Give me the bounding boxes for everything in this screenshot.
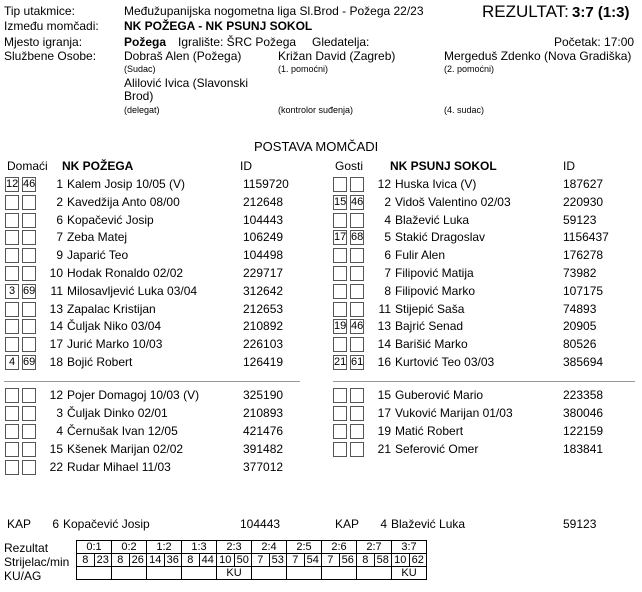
kuag-row-label: KU/AG <box>4 569 42 583</box>
scorer-minute-cell: 53 <box>269 554 287 567</box>
minute-box <box>5 460 19 475</box>
player-id: 73982 <box>563 266 597 280</box>
player-name: Jurić Marko 10/03 <box>67 337 163 352</box>
minute-box <box>22 302 36 317</box>
player-id: 325190 <box>243 388 284 402</box>
player-number: 16 <box>377 355 391 369</box>
mjesto-value: Požega <box>124 35 167 49</box>
scorer-number-cell: 8 <box>112 554 130 567</box>
away-side-label: Gosti <box>335 159 364 173</box>
delegat-role: (delegat) <box>124 105 160 115</box>
away-kap-name: Blažević Luka <box>391 517 466 531</box>
player-name: Bojić Robert <box>67 355 133 369</box>
scorer-minute-cell: 54 <box>304 554 322 567</box>
minute-box <box>333 424 347 439</box>
result-cell: 2:6 <box>322 541 357 554</box>
player-id: 20905 <box>563 319 597 334</box>
player-number: 2 <box>384 194 391 209</box>
sudac4-role: (4. sudac) <box>444 105 485 115</box>
kuag-cell <box>147 567 182 580</box>
player-id: 80526 <box>563 337 597 352</box>
player-id: 212653 <box>243 301 284 316</box>
minute-box <box>5 406 19 421</box>
away-kap-label: KAP <box>335 517 360 531</box>
rezultat-label: REZULTAT: <box>482 2 569 21</box>
minute-box <box>5 213 19 228</box>
minute-box <box>333 248 347 263</box>
player-name: Guberović Mario <box>395 388 484 402</box>
scorer-number-cell: 8 <box>182 554 200 567</box>
player-number: 10 <box>49 266 63 280</box>
minute-box <box>22 248 36 263</box>
player-name: Čuljak Niko 03/04 <box>67 319 162 334</box>
tip-label: Tip utakmice: <box>4 4 75 18</box>
kuag-cell <box>77 567 112 580</box>
home-side-label: Domaći <box>7 159 48 173</box>
player-number: 14 <box>49 319 63 334</box>
kuag-cell <box>287 567 322 580</box>
player-name: Vidoš Valentino 02/03 <box>395 194 511 209</box>
player-id: 385694 <box>563 355 604 369</box>
minute-box <box>333 266 347 281</box>
minute-box <box>350 284 364 299</box>
player-name: Černušak Ivan 12/05 <box>67 424 178 438</box>
player-id: 122159 <box>563 424 604 438</box>
minute-box <box>5 266 19 281</box>
player-number: 12 <box>377 177 391 191</box>
kuag-cell <box>322 567 357 580</box>
result-cell: 1:3 <box>182 541 217 554</box>
scorer-minute-cell: 36 <box>164 554 182 567</box>
player-name: Filipović Marko <box>395 283 476 298</box>
kuag-cell <box>112 567 147 580</box>
minute-box <box>5 424 19 439</box>
player-number: 5 <box>384 230 391 245</box>
player-name: Fulir Alen <box>395 248 446 263</box>
scorer-minute-cell: 44 <box>199 554 217 567</box>
player-id: 1156437 <box>563 230 609 245</box>
pom1-role: (1. pomoćni) <box>278 64 329 74</box>
minute-box: 61 <box>351 356 364 368</box>
result-cell: 0:2 <box>112 541 147 554</box>
minute-box <box>333 442 347 457</box>
player-id: 126419 <box>243 355 284 369</box>
sudac-name: Dobraš Alen (Požega) <box>124 49 242 63</box>
player-name: Hodak Ronaldo 02/02 <box>67 266 184 280</box>
minute-box <box>350 424 364 439</box>
kuag-cell: KU <box>392 567 427 580</box>
player-name: Huska Ivica (V) <box>395 177 477 191</box>
result-cell: 3:7 <box>392 541 427 554</box>
player-id: 391482 <box>243 442 284 456</box>
player-number: 19 <box>377 424 391 438</box>
player-id: 421476 <box>243 424 284 438</box>
player-id: 377012 <box>243 460 284 474</box>
pom2-role: (2. pomoćni) <box>444 64 495 74</box>
player-number: 7 <box>56 230 63 245</box>
player-number: 17 <box>377 406 391 420</box>
player-name: Zeba Matej <box>67 230 128 245</box>
scorer-number-cell: 7 <box>287 554 305 567</box>
minute-box: 68 <box>351 231 364 244</box>
player-id: 210893 <box>243 406 284 420</box>
kuag-cell <box>182 567 217 580</box>
minute-box <box>22 337 36 352</box>
scorer-minute-cell: 56 <box>339 554 357 567</box>
minute-box <box>22 266 36 281</box>
minute-box <box>350 213 364 228</box>
result-cell: 2:7 <box>357 541 392 554</box>
player-name: Pojer Domagoj 10/03 (V) <box>67 388 200 402</box>
scoring-table <box>76 540 427 580</box>
result-cell: 1:2 <box>147 541 182 554</box>
minute-box <box>22 424 36 439</box>
player-number: 22 <box>49 460 63 474</box>
minute-box: 3 <box>5 284 19 299</box>
player-id: 176278 <box>563 248 604 263</box>
scorer-number-cell: 8 <box>77 554 95 567</box>
delegat-line2: Brod) <box>124 89 154 103</box>
player-name: Kalem Josip 10/05 (V) <box>67 177 186 191</box>
minute-box: 21 <box>334 356 347 368</box>
player-id: 312642 <box>243 283 284 298</box>
player-id: 212648 <box>243 194 284 209</box>
pocetak: Početak: 17:00 <box>554 35 635 49</box>
player-name: Stakić Dragoslav <box>395 230 486 245</box>
player-number: 4 <box>384 212 391 227</box>
player-id: 104498 <box>243 248 284 263</box>
scorer-minute-cell: 23 <box>94 554 112 567</box>
player-number: 17 <box>49 337 63 352</box>
izmedu-value: NK POŽEGA - NK PSUNJ SOKOL <box>124 19 313 33</box>
minute-box <box>333 406 347 421</box>
mjesto-label: Mjesto igranja: <box>4 35 83 49</box>
minute-box <box>333 284 347 299</box>
player-number: 6 <box>56 212 63 227</box>
minute-box: 19 <box>334 320 347 333</box>
minute-box <box>350 302 364 317</box>
scorer-number-cell: 10 <box>392 554 410 567</box>
tip-value: Međužupanijska nogometna liga Sl.Brod - Požega 22/23 <box>124 4 424 18</box>
player-id: 187627 <box>563 177 604 191</box>
player-id: 74893 <box>563 301 597 316</box>
away-kap-id: 59123 <box>563 517 597 531</box>
player-number: 15 <box>49 442 63 456</box>
minute-box <box>5 337 19 352</box>
scorer-number-cell: 14 <box>147 554 165 567</box>
player-number: 9 <box>56 248 63 263</box>
result-cell: 0:1 <box>77 541 112 554</box>
player-number: 3 <box>56 406 63 420</box>
player-name: Barišić Marko <box>395 337 468 352</box>
minute-box: 46 <box>351 320 364 333</box>
player-id: 106249 <box>243 230 284 245</box>
player-name: Zapalac Kristijan <box>67 301 156 316</box>
rezultat-row-label: Rezultat <box>4 541 49 555</box>
minute-box <box>5 442 19 457</box>
away-id-label: ID <box>563 159 575 173</box>
minute-box <box>5 302 19 317</box>
minute-box <box>350 177 364 192</box>
away-team-name: NK PSUNJ SOKOL <box>390 159 497 173</box>
player-number: 13 <box>377 319 391 334</box>
player-id: 107175 <box>563 283 604 298</box>
minute-box: 46 <box>23 178 36 190</box>
pom2-name: Mergeduš Zdenko (Nova Gradiška) <box>444 49 632 63</box>
minute-box <box>350 337 364 352</box>
player-name: Japarić Teo <box>67 248 129 263</box>
player-number: 7 <box>384 266 391 280</box>
rezultat-value: 3:7 (1:3) <box>572 4 630 21</box>
player-name: Kšenek Marijan 02/02 <box>67 442 184 456</box>
player-id: 220930 <box>563 194 604 209</box>
minute-box <box>350 442 364 457</box>
player-name: Filipović Matija <box>395 266 474 280</box>
player-name: Seferović Omer <box>395 442 479 456</box>
player-number: 18 <box>49 355 63 369</box>
player-name: Milosavljević Luka 03/04 <box>67 283 198 298</box>
minute-box <box>350 266 364 281</box>
kuag-cell <box>357 567 392 580</box>
away-divider <box>333 381 635 382</box>
scorer-number-cell: 10 <box>217 554 235 567</box>
player-id: 1159720 <box>243 177 289 191</box>
minute-box <box>333 177 347 192</box>
izmedu-label: Između momčadi: <box>4 19 99 33</box>
minute-box <box>5 230 19 245</box>
player-number: 14 <box>377 337 391 352</box>
minute-box: 15 <box>334 195 347 208</box>
player-number: 2 <box>56 194 63 209</box>
minute-box <box>22 442 36 457</box>
home-kap-label: KAP <box>7 517 32 531</box>
strijelac-row-label: Strijelac/min <box>4 555 70 569</box>
player-name: Kopačević Josip <box>67 212 154 227</box>
home-id-label: ID <box>240 159 252 173</box>
player-name: Kavedžija Anto 08/00 <box>67 194 180 209</box>
sudac-role: (Sudac) <box>124 64 156 74</box>
scorer-number-cell: 7 <box>322 554 340 567</box>
minute-box: 12 <box>6 178 19 190</box>
player-number: 6 <box>384 248 391 263</box>
minute-box <box>350 406 364 421</box>
home-divider <box>4 381 300 382</box>
kuag-cell <box>252 567 287 580</box>
player-number: 15 <box>377 388 391 402</box>
away-kap-num: 4 <box>380 517 387 531</box>
minute-box: 69 <box>23 284 36 297</box>
minute-box <box>22 406 36 421</box>
page-title: POSTAVA MOMČADI <box>254 139 379 154</box>
pom1-name: Križan David (Zagreb) <box>278 49 396 63</box>
minute-box <box>22 195 36 210</box>
minute-box <box>5 319 19 334</box>
scorer-minute-cell: 62 <box>409 554 427 567</box>
minute-box <box>333 337 347 352</box>
minute-box: 46 <box>351 195 364 208</box>
player-id: 229717 <box>243 266 284 280</box>
minute-box <box>22 460 36 475</box>
player-name: Čuljak Dinko 02/01 <box>67 406 168 420</box>
result-cell: 2:4 <box>252 541 287 554</box>
home-team-name: NK POŽEGA <box>62 159 134 173</box>
player-number: 13 <box>49 301 63 316</box>
minute-box <box>22 213 36 228</box>
scorer-number-cell: 8 <box>357 554 375 567</box>
minute-box <box>350 248 364 263</box>
player-number: 11 <box>378 301 391 316</box>
player-name: Blažević Luka <box>395 212 470 227</box>
osobe-label: Službene Osobe: <box>4 49 97 63</box>
player-name: Vuković Marijan 01/03 <box>395 406 513 420</box>
player-number: 1 <box>56 177 63 191</box>
delegat-line1: Alilović Ivica (Slavonski <box>124 76 249 90</box>
player-number: 4 <box>56 424 63 438</box>
player-id: 183841 <box>563 442 604 456</box>
minute-box <box>350 388 364 403</box>
scorer-minute-cell: 50 <box>234 554 252 567</box>
minute-box: 69 <box>23 356 36 368</box>
scorer-minute-cell: 58 <box>374 554 392 567</box>
minute-box <box>333 302 347 317</box>
home-kap-name: Kopačević Josip <box>63 517 150 531</box>
player-id: 59123 <box>563 212 597 227</box>
minute-box <box>22 388 36 403</box>
player-id: 104443 <box>243 212 284 227</box>
gledatelja: Gledatelja: <box>312 35 370 49</box>
minute-box <box>333 388 347 403</box>
result-cell: 2:3 <box>217 541 252 554</box>
player-name: Stijepić Saša <box>395 301 465 316</box>
player-id: 210892 <box>243 319 284 334</box>
player-name: Rudar Mihael 11/03 <box>67 460 171 474</box>
result-cell: 2:5 <box>287 541 322 554</box>
player-name: Matić Robert <box>395 424 464 438</box>
player-name: Bajrić Senad <box>395 319 464 334</box>
player-name: Kurtović Teo 03/03 <box>395 355 495 369</box>
minute-box <box>22 230 36 245</box>
player-id: 223358 <box>563 388 604 402</box>
minute-box <box>333 213 347 228</box>
player-id: 380046 <box>563 406 604 420</box>
scorer-number-cell: 7 <box>252 554 270 567</box>
scorer-minute-cell: 26 <box>129 554 147 567</box>
igraliste: Igralište: ŠRC Požega <box>178 35 297 49</box>
minute-box <box>22 319 36 334</box>
player-number: 12 <box>49 388 63 402</box>
player-id: 226103 <box>243 337 284 352</box>
minute-box <box>5 195 19 210</box>
minute-box: 4 <box>5 355 19 370</box>
home-kap-id: 104443 <box>240 517 281 531</box>
kontrolor-role: (kontrolor suđenja) <box>278 105 354 115</box>
home-kap-num: 6 <box>52 517 59 531</box>
player-number: 8 <box>384 283 391 298</box>
minute-box: 17 <box>334 231 347 244</box>
minute-box <box>5 388 19 403</box>
player-number: 21 <box>377 442 391 456</box>
kuag-cell: KU <box>217 567 252 580</box>
player-number: 11 <box>50 283 63 298</box>
minute-box <box>5 248 19 263</box>
